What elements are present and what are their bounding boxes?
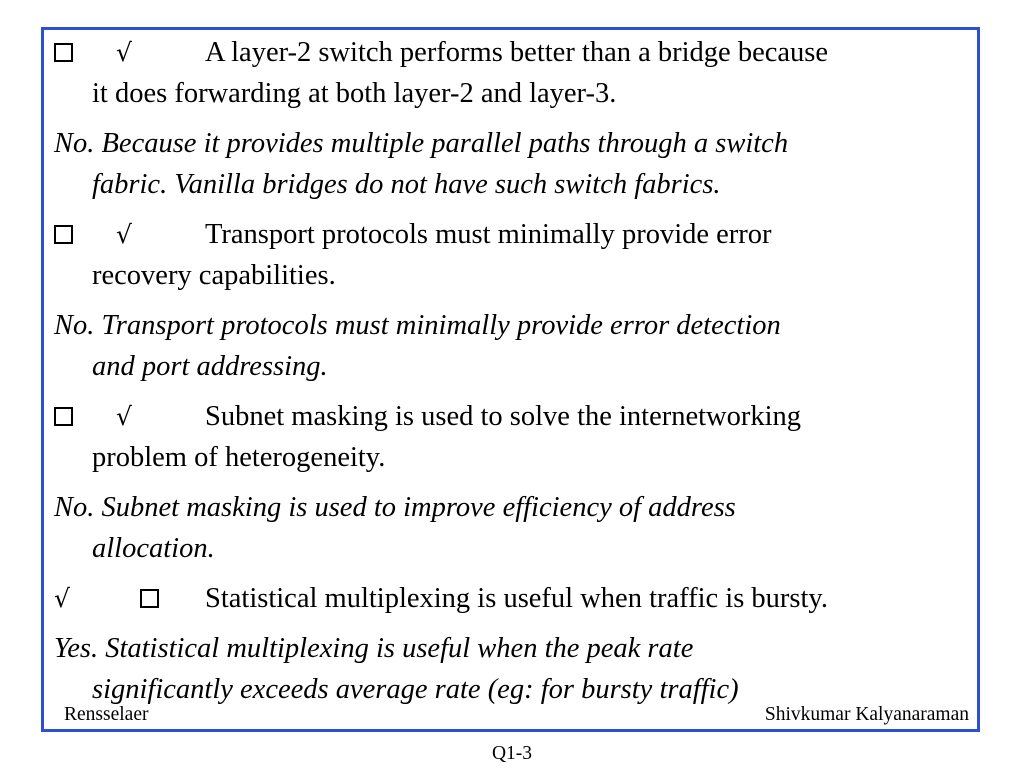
answer-text: No. Subnet masking is used to improve efficiency of address: [54, 492, 736, 523]
answer-1: [54, 123, 974, 205]
footer-left-text: Rensselaer: [64, 704, 149, 725]
statement-text: Transport protocols must minimally provide error: [205, 219, 772, 250]
answer-3: [54, 487, 974, 569]
footer-right-text: Shivkumar Kalyanaraman: [764, 704, 969, 725]
statement-continuation: recovery capabilities.: [92, 260, 336, 291]
statement-3: [54, 396, 974, 478]
check-icon: √: [116, 402, 132, 431]
statement-1: [54, 32, 974, 114]
box-icon: [54, 214, 73, 255]
statement-continuation: problem of heterogeneity.: [92, 442, 386, 473]
check-icon: √: [116, 220, 132, 249]
answer-text: Yes. Statistical multiplexing is useful when the peak rate: [54, 633, 694, 664]
box-icon: [54, 396, 73, 437]
answer-continuation: allocation.: [92, 533, 215, 564]
answer-2: [54, 305, 974, 387]
slide-content: [54, 32, 974, 719]
page-number: Q1-3: [491, 743, 533, 764]
answer-continuation: and port addressing.: [92, 351, 328, 382]
statement-text: Subnet masking is used to solve the internetworking: [205, 401, 802, 432]
check-icon: √: [54, 584, 70, 613]
answer-4: [54, 628, 974, 710]
statement-text: A layer-2 switch performs better than a bridge because: [205, 37, 829, 68]
box-icon: [140, 578, 159, 619]
statement-continuation: it does forwarding at both layer-2 and layer-3.: [92, 78, 617, 109]
statement-text: Statistical multiplexing is useful when traffic is bursty.: [205, 583, 828, 614]
answer-continuation: significantly exceeds average rate (eg: for bursty traffic): [92, 674, 739, 705]
statement-2: [54, 214, 974, 296]
box-icon: [54, 32, 73, 73]
answer-text: No. Because it provides multiple parallel paths through a switch: [54, 128, 789, 159]
statement-4: [54, 578, 974, 619]
check-icon: √: [116, 38, 132, 67]
answer-continuation: fabric. Vanilla bridges do not have such switch fabrics.: [92, 169, 721, 200]
answer-text: No. Transport protocols must minimally provide error detection: [54, 310, 781, 341]
